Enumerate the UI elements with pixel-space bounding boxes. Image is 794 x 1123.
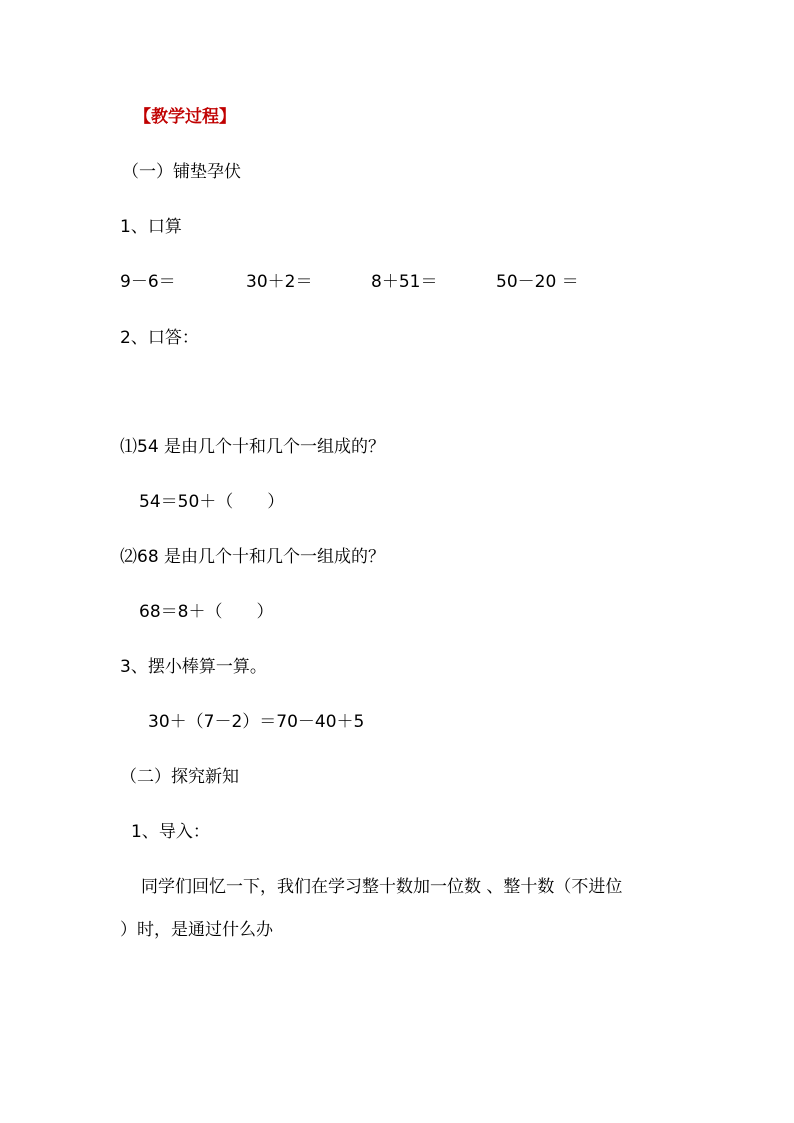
- q2-equation: 68＝8＋（ ）: [139, 602, 274, 622]
- intro-paragraph-line2: ）时，是通过什么办: [120, 920, 273, 940]
- oral-calc-item: 30＋2＝: [246, 272, 313, 292]
- q1-equation: 54＝50＋（ ）: [139, 492, 285, 512]
- intro-title: 1、导入：: [131, 822, 210, 842]
- oral-calc-item: 9－6＝: [120, 272, 176, 292]
- section1-title: （一）铺垫孕伏: [122, 162, 241, 182]
- section2-title: （二）探究新知: [120, 767, 239, 787]
- q1-question: ⑴54 是由几个十和几个一组成的？: [120, 437, 386, 457]
- oral-calc-item: 8＋51＝: [371, 272, 438, 292]
- oral-calc-item: 50－20 ＝: [496, 272, 579, 292]
- item1-title: 1、口算: [120, 217, 182, 237]
- item3-equation: 30＋（7－2）＝70－40＋5: [148, 712, 365, 732]
- oral-calc-row: [0, 271, 794, 293]
- q2-question: ⑵68 是由几个十和几个一组成的？: [120, 547, 386, 567]
- intro-paragraph-line1: 同学们回忆一下，我们在学习整十数加一位数 、整十数（不进位: [141, 877, 623, 897]
- section-heading: 【教学过程】: [134, 107, 236, 127]
- item3-title: 3、摆小棒算一算。: [120, 657, 267, 677]
- item2-title: 2、口答：: [120, 328, 199, 348]
